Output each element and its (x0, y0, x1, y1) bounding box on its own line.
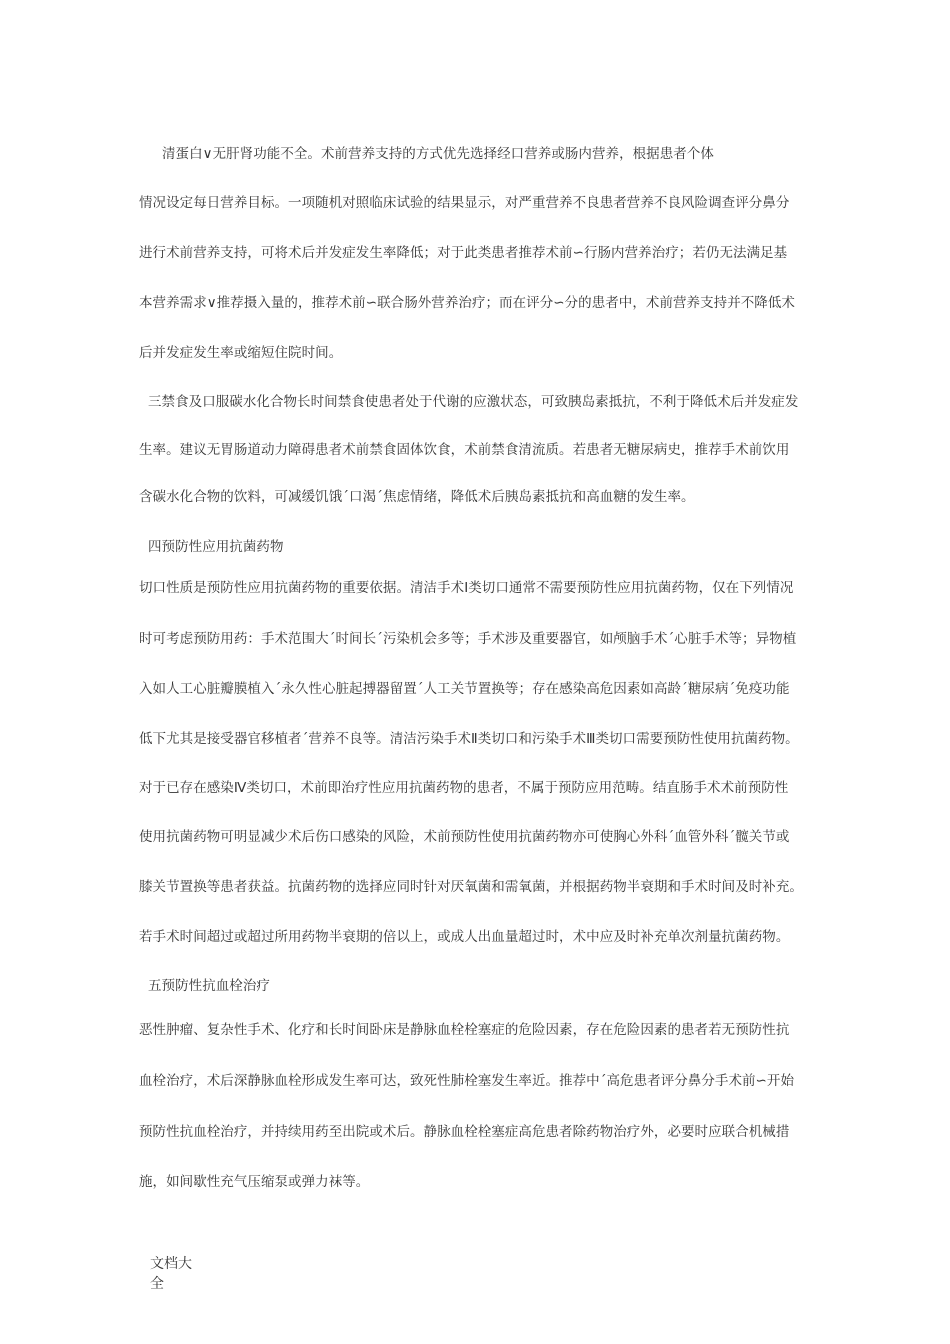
paragraph-line: 生率。建议无胃肠道动力障碍患者术前禁食固体饮食，术前禁食清流质。若患者无糖尿病史，推荐手术前饮用 (139, 442, 790, 458)
paragraph-line: 情况设定每日营养目标。一项随机对照临床试验的结果显示，对严重营养不良患者营养不良风险调查评分鼻分 (139, 195, 790, 211)
footer-line: 文档大 (150, 1256, 192, 1272)
paragraph-line: 三禁食及口服碳水化合物长时间禁食使患者处于代谢的应激状态，可致胰岛素抵抗，不利于降低术后并发症发 (148, 394, 799, 410)
paragraph-line: 低下尤其是接受器官移植者ˊ营养不良等。清洁污染手术Ⅱ类切口和污染手术Ⅲ类切口需要预防性使用抗菌药物。 (139, 731, 799, 747)
paragraph-line: 本营养需求∨推荐摄入量的，推荐术前∽联合肠外营养治疗；而在评分∽分的患者中，术前营养支持并不降低术 (139, 295, 795, 311)
paragraph-line: 时可考虑预防用药：手术范围大ˊ时间长ˊ污染机会多等；手术涉及重要器官，如颅脑手术ˊ心脏手术等；异物植 (139, 631, 797, 647)
paragraph-line: 预防性抗血栓治疗，并持续用药至出院或术后。静脉血栓栓塞症高危患者除药物治疗外，必要时应联合机械措 (139, 1124, 790, 1140)
section-heading: 五预防性抗血栓治疗 (148, 978, 270, 994)
paragraph-line: 使用抗菌药物可明显减少术后伤口感染的风险，术前预防性使用抗菌药物亦可使胸心外科ˊ血管外科ˊ髋关节或 (139, 829, 790, 845)
paragraph-line: 对于已存在感染Ⅳ类切口，术前即治疗性应用抗菌药物的患者，不属于预防应用范畴。结直肠手术术前预防性 (139, 780, 789, 796)
section-heading: 四预防性应用抗菌药物 (148, 539, 284, 555)
paragraph-line: 施，如间歇性充气压缩泵或弹力袜等。 (139, 1174, 370, 1190)
page-footer (150, 1254, 210, 1294)
paragraph-line: 血栓治疗，术后深静脉血栓形成发生率可达，致死性肺栓塞发生率近。推荐中ˊ高危患者评分鼻分手术前∽开始 (139, 1073, 795, 1089)
paragraph-line: 进行术前营养支持，可将术后并发症发生率降低；对于此类患者推荐术前∽行肠内营养治疗；若仍无法满足基 (139, 245, 788, 261)
paragraph-line: 后并发症发生率或缩短住院时间。 (139, 345, 343, 361)
footer-line: 全 (150, 1276, 164, 1292)
paragraph-line: 切口性质是预防性应用抗菌药物的重要依据。清洁手术Ⅰ类切口通常不需要预防性应用抗菌药物，仅在下列情况 (139, 580, 794, 596)
paragraph-line: 入如人工心脏瓣膜植入ˊ永久性心脏起搏器留置ˊ人工关节置换等；存在感染高危因素如高龄ˊ糖尿病ˊ免疫功能 (139, 681, 790, 697)
paragraph-line: 恶性肿瘤、复杂性手术、化疗和长时间卧床是静脉血栓栓塞症的危险因素，存在危险因素的患者若无预防性抗 (139, 1022, 790, 1038)
paragraph-line: 若手术时间超过或超过所用药物半衰期的倍以上，或成人出血量超过时，术中应及时补充单次剂量抗菌药物。 (139, 929, 790, 945)
paragraph-line: 含碳水化合物的饮料，可减缓饥饿ˊ口渴ˊ焦虑情绪，降低术后胰岛素抵抗和高血糖的发生率。 (139, 489, 695, 505)
paragraph-line: 膝关节置换等患者获益。抗菌药物的选择应同时针对厌氧菌和需氧菌，并根据药物半衰期和手术时间及时补充。 (139, 879, 803, 895)
paragraph-line: 清蛋白∨无肝肾功能不全。术前营养支持的方式优先选择经口营养或肠内营养，根据患者个体 (162, 146, 714, 162)
